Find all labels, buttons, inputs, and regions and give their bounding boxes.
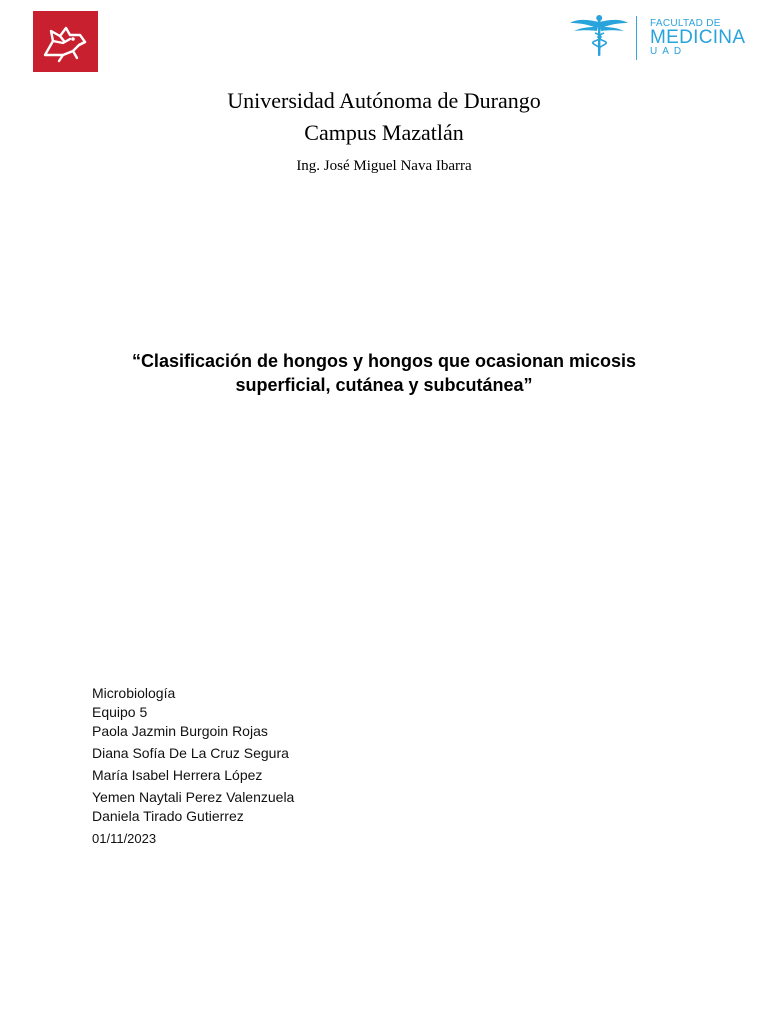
team-name: Equipo 5 <box>92 704 148 720</box>
faculty-logo-line3: UAD <box>650 46 687 57</box>
cover-info-block <box>92 684 294 848</box>
faculty-logo-text <box>650 18 745 57</box>
campus-name: Campus Mazatlán <box>304 120 464 145</box>
title-line-2: superficial, cutánea y subcutánea” <box>235 375 533 395</box>
caduceus-icon <box>568 14 630 58</box>
wolf-mark-icon <box>33 11 98 72</box>
logo-divider <box>636 16 637 60</box>
member-name: Daniela Tirado Gutierrez <box>92 808 244 824</box>
member-name: Paola Jazmin Burgoin Rojas <box>92 723 268 739</box>
document-title <box>60 349 708 397</box>
document-date: 01/11/2023 <box>92 831 157 846</box>
member-name: María Isabel Herrera López <box>92 767 263 783</box>
cover-header <box>0 86 768 176</box>
university-logo <box>33 11 98 72</box>
faculty-logo-line1: FACULTAD DE <box>650 18 721 29</box>
faculty-logo-line2: MEDICINA <box>650 27 746 48</box>
faculty-logo <box>568 12 750 64</box>
university-name: Universidad Autónoma de Durango <box>227 88 541 113</box>
title-line-1: “Clasificación de hongos y hongos que ocasionan micosis <box>131 351 637 371</box>
subject-name: Microbiología <box>92 685 176 701</box>
professor-name: Ing. José Miguel Nava Ibarra <box>296 158 472 174</box>
member-name: Yemen Naytali Perez Valenzuela <box>92 789 295 805</box>
member-name: Diana Sofía De La Cruz Segura <box>92 745 289 761</box>
